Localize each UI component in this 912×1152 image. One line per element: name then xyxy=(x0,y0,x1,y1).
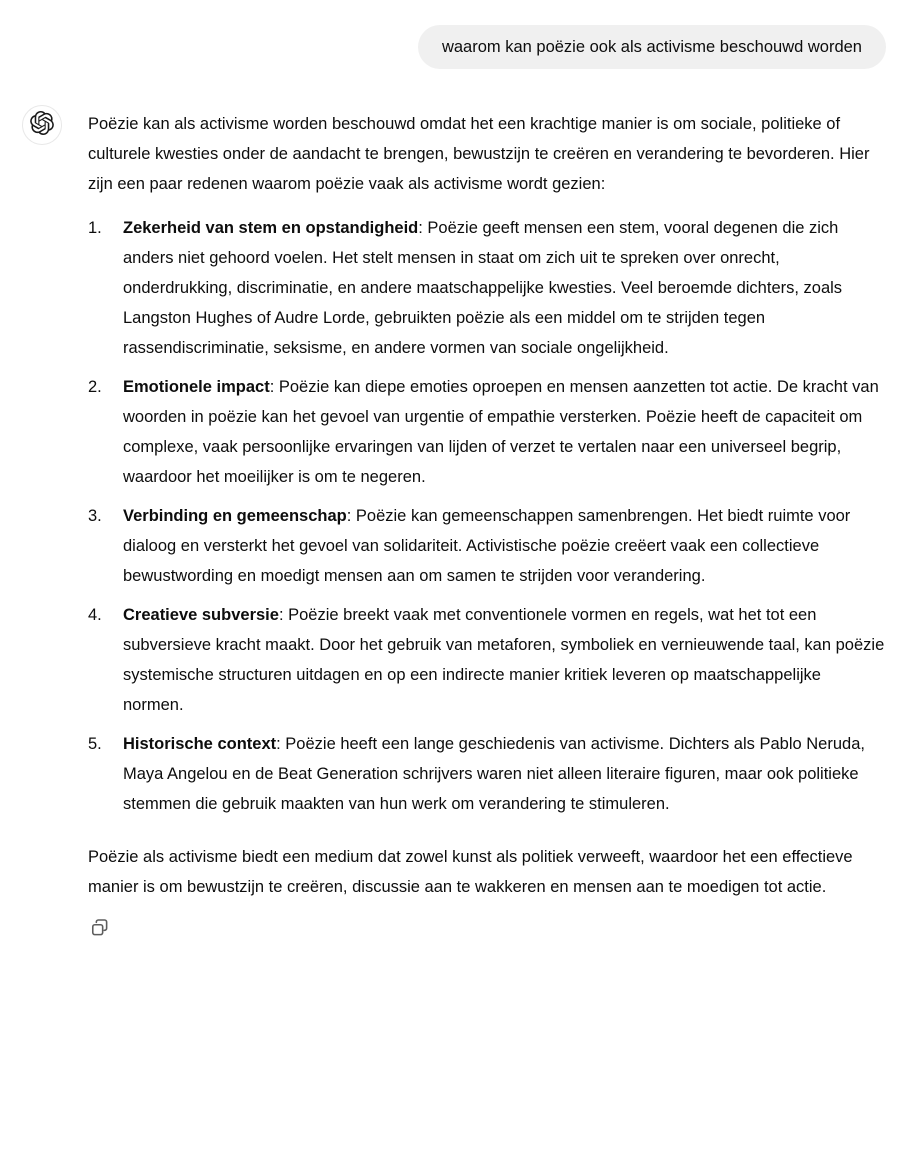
assistant-message-row xyxy=(0,69,912,947)
user-message-bubble: waarom kan poëzie ook als activisme beschouwd worden xyxy=(418,25,886,69)
numbered-list xyxy=(88,213,886,819)
list-item-body xyxy=(123,600,886,720)
list-item-text: : Poëzie heeft een lange geschiedenis van activisme. Dichters als Pablo Neruda, Maya Angelou en de Beat Generation schrijvers waren niet alleen literaire figuren, maar ook politieke stemmen die gebruik maakten van hun werk om verandering te stimuleren. xyxy=(123,735,865,813)
list-item xyxy=(88,213,886,363)
list-item xyxy=(88,729,886,819)
assistant-intro-paragraph: Poëzie kan als activisme worden beschouwd omdat het een krachtige manier is om sociale, politieke of culturele kwesties onder de aandacht te brengen, bewustzijn te creëren en verandering te bevorderen. Hier zijn een paar redenen waarom poëzie vaak als activisme wordt gezien: xyxy=(88,115,870,193)
list-item xyxy=(88,372,886,492)
list-item-number: 1. xyxy=(88,219,102,237)
list-item-text: : Poëzie kan gemeenschappen samenbrengen. Het biedt ruimte voor dialoog en versterkt het gevoel van solidariteit. Activistische poëzie creëert vaak een collectieve bewustwording en moedigt mensen aan om samen te strijden voor verandering. xyxy=(123,507,851,585)
list-item-title: Zekerheid van stem en opstandigheid xyxy=(123,219,419,237)
list-item-number: 5. xyxy=(88,735,102,753)
assistant-avatar xyxy=(22,105,62,145)
list-item-body xyxy=(123,501,886,591)
list-item-title: Verbinding en gemeenschap xyxy=(123,507,347,525)
copy-icon xyxy=(90,918,109,940)
message-actions xyxy=(88,916,886,947)
assistant-outro-paragraph: Poëzie als activisme biedt een medium dat zowel kunst als politiek verweeft, waardoor het een effectieve manier is om bewustzijn te creëren, discussie aan te wakkeren en mensen aan te moedigen tot actie. xyxy=(88,848,853,896)
list-item-text: : Poëzie breekt vaak met conventionele vormen en regels, wat het tot een subversieve kracht maakt. Door het gebruik van metaforen, symboliek en vernieuwende taal, kan poëzie systemische structuren uitdagen en op een indirecte manier kritiek leveren op maatschappelijke normen. xyxy=(123,606,885,714)
list-item-number: 2. xyxy=(88,378,102,396)
list-item-text: : Poëzie geeft mensen een stem, vooral degenen die zich anders niet gehoord voelen. Het stelt mensen in staat om zich uit te spreken over onrecht, onderdrukking, discriminatie, en andere maatschappelijke kwesties. Veel beroemde dichters, zoals Langston Hughes of Audre Lorde, gebruikten poëzie als een middel om te strijden tegen rassendiscriminatie, seksisme, en andere vormen van sociale ongelijkheid. xyxy=(123,219,843,357)
list-item-number: 4. xyxy=(88,606,102,624)
list-item-body xyxy=(123,213,886,363)
list-item-body xyxy=(123,729,886,819)
list-item xyxy=(88,501,886,591)
list-item-title: Emotionele impact xyxy=(123,378,270,396)
assistant-message-content xyxy=(88,105,886,947)
openai-logo-icon xyxy=(30,111,54,140)
list-item-number: 3. xyxy=(88,507,102,525)
list-item-body xyxy=(123,372,886,492)
list-item-title: Historische context xyxy=(123,735,277,753)
list-item-text: : Poëzie kan diepe emoties oproepen en mensen aanzetten tot actie. De kracht van woorden in poëzie kan het gevoel van urgentie of empathie versterken. Poëzie heeft de capaciteit om complexe, vaak persoonlijke ervaringen van lijden of verzet te vertalen naar een universeel begrip, waardoor het moeilijker is om te negeren. xyxy=(123,378,879,486)
user-message-row xyxy=(0,0,912,69)
list-item xyxy=(88,600,886,720)
copy-button[interactable] xyxy=(88,916,111,942)
list-item-title: Creatieve subversie xyxy=(123,606,279,624)
